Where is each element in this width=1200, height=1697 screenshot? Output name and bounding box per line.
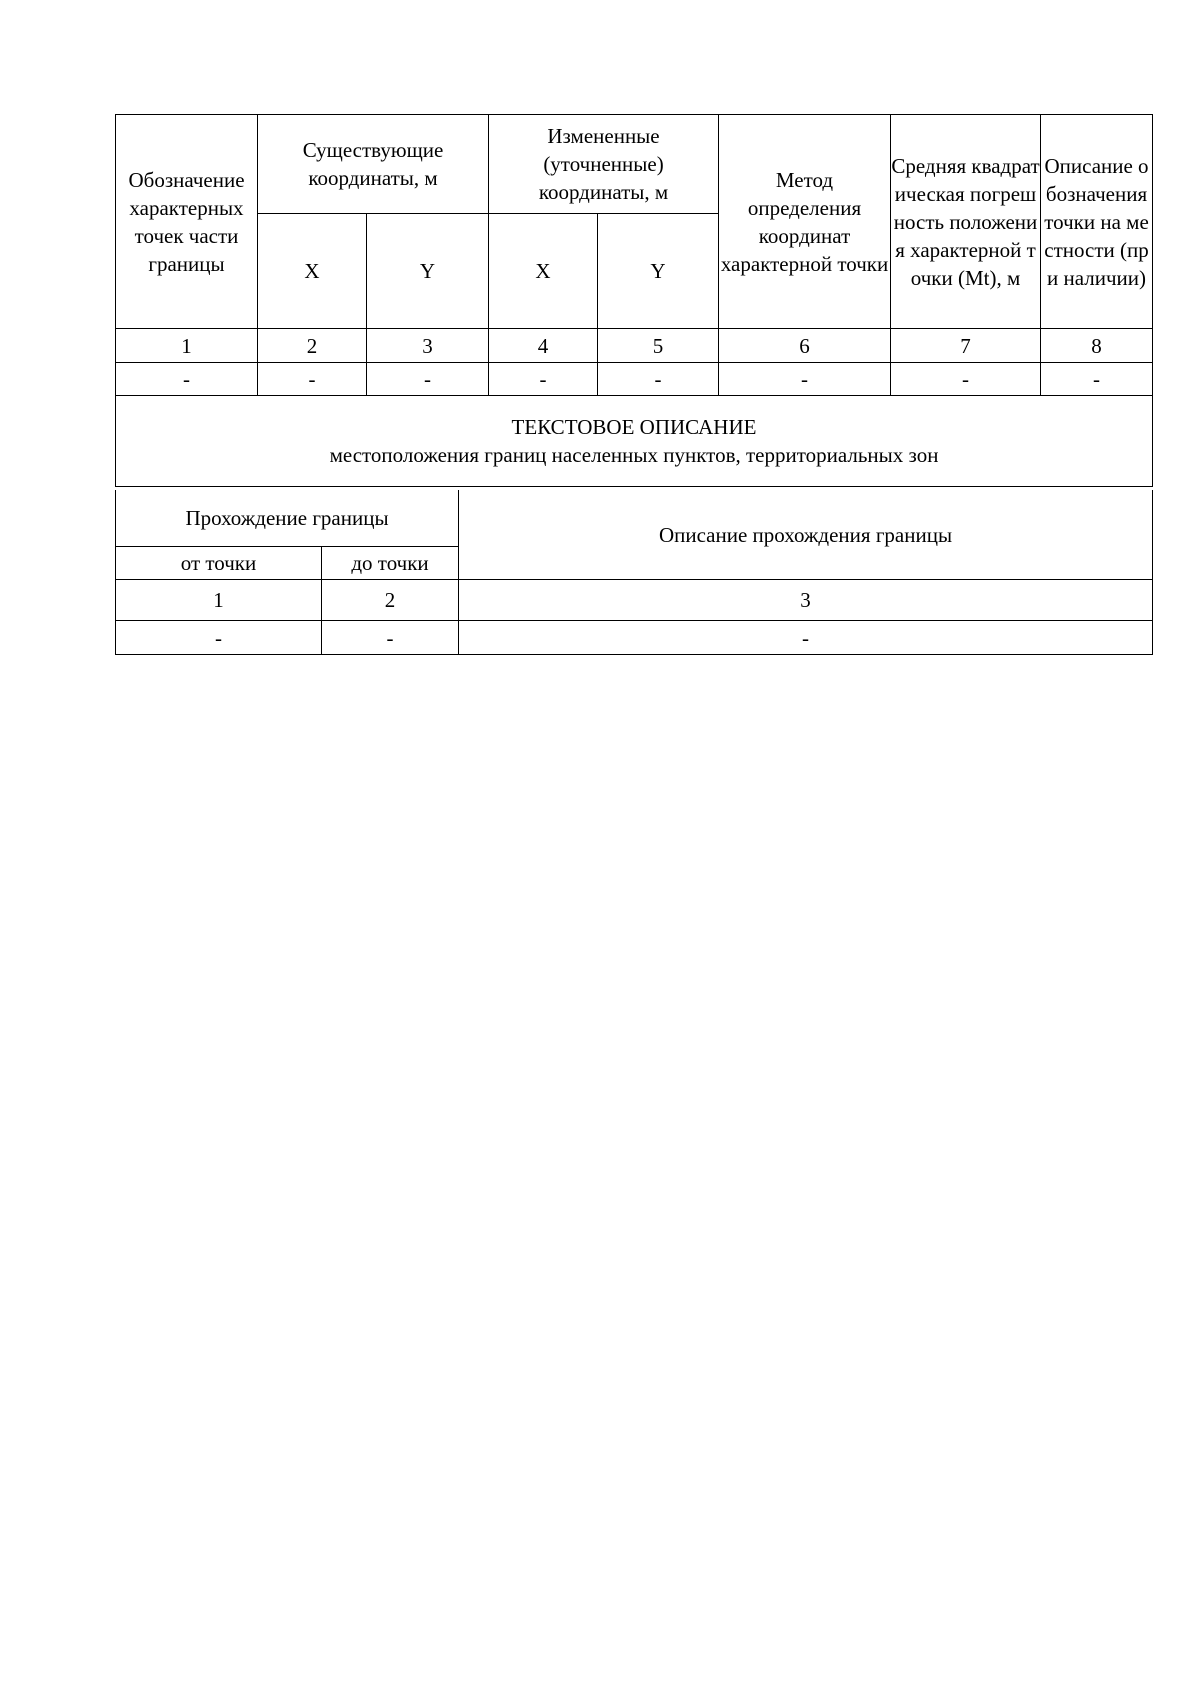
column-number: 6 (719, 329, 891, 363)
header-changed-coords: Измененные (уточненные) координаты, м (489, 115, 719, 214)
table-cell: - (891, 363, 1041, 396)
header-method: Метод определения координат характерной точки (719, 115, 891, 329)
header-passage-description: Описание прохождения границы (459, 490, 1153, 580)
table-cell: - (719, 363, 891, 396)
text-description-subtitle: местоположения границ населенных пунктов, территориальных зон (329, 443, 939, 467)
header-mean-error: Средняя квадратическая погрешность положения характерной точки (Mt), м (891, 115, 1041, 329)
table-row (116, 363, 1153, 396)
table-cell: - (489, 363, 598, 396)
column-number: 2 (258, 329, 367, 363)
column-number: 1 (116, 580, 322, 621)
table-cell: - (258, 363, 367, 396)
column-number: 3 (459, 580, 1153, 621)
column-number: 1 (116, 329, 258, 363)
table-cell: - (116, 363, 258, 396)
header-changed-y: Y (598, 214, 719, 329)
coordinates-table (115, 114, 1153, 487)
header-passage: Прохождение границы (116, 490, 459, 547)
table-cell: - (598, 363, 719, 396)
column-number: 3 (367, 329, 489, 363)
table-cell: - (367, 363, 489, 396)
table-cell: - (459, 621, 1153, 655)
header-changed-x: X (489, 214, 598, 329)
text-description-header (116, 396, 1153, 487)
header-existing-y: Y (367, 214, 489, 329)
header-designation: Обозначение характерных точек части границы (116, 115, 258, 329)
column-number: 2 (322, 580, 459, 621)
column-number: 8 (1041, 329, 1153, 363)
table-cell: - (116, 621, 322, 655)
column-number: 4 (489, 329, 598, 363)
header-existing-x: X (258, 214, 367, 329)
column-number: 5 (598, 329, 719, 363)
table-row (116, 621, 1153, 655)
boundary-path-table (115, 490, 1153, 655)
header-from-point: от точки (116, 547, 322, 580)
table-cell: - (322, 621, 459, 655)
table-cell: - (1041, 363, 1153, 396)
column-number: 7 (891, 329, 1041, 363)
header-existing-coords: Существующие координаты, м (258, 115, 489, 214)
text-description-title: ТЕКСТОВОЕ ОПИСАНИЕ (511, 415, 757, 439)
header-to-point: до точки (322, 547, 459, 580)
header-point-description: Описание обозначения точки на местности (при наличии) (1041, 115, 1153, 329)
